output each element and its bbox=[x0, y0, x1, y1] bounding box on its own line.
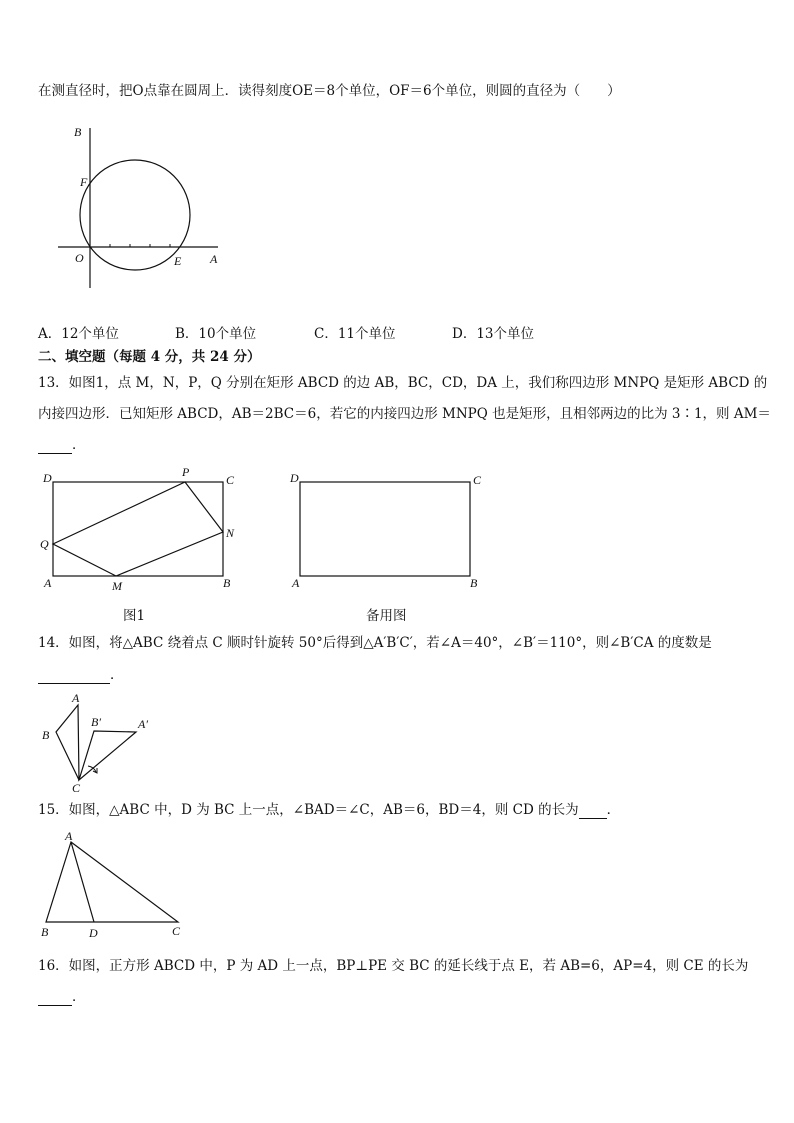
q15-answer-blank[interactable] bbox=[579, 804, 607, 819]
q14-answer-blank[interactable] bbox=[38, 669, 110, 684]
q15-stem: 15．如图，△ABC 中，D 为 BC 上一点，∠BAD＝∠C，AB＝6，BD＝4，则 CD 的长为 ． bbox=[38, 802, 621, 818]
q13-answer-blank[interactable] bbox=[38, 439, 72, 454]
q13-line3: ． bbox=[38, 436, 86, 454]
q14-label-B: B bbox=[42, 728, 50, 742]
q13-fig1-label-Q: Q bbox=[40, 537, 49, 551]
q14-label-A-prime: A′ bbox=[138, 717, 148, 731]
q14-label-A: A bbox=[72, 691, 80, 705]
q16-stem: 16．如图，正方形 ABCD 中，P 为 AD 上一点，BP⊥PE 交 BC 的延长线于点 E，若 AB=6，AP=4，则 CE 的长为 bbox=[38, 958, 749, 974]
q13-figure1 bbox=[36, 462, 246, 597]
q12-stem: 在测直径时，把O点靠在圆周上．读得刻度OE＝8个单位，OF＝6个单位，则圆的直径为（ ） bbox=[38, 83, 621, 99]
q13-line1: 13．如图1，点 M，N，P，Q 分别在矩形 ABCD 的边 AB，BC，CD，DA 上，我们称四边形 MNPQ 是矩形 ABCD 的 bbox=[38, 375, 768, 391]
q12-label-A: A bbox=[210, 252, 218, 266]
q12-label-E: E bbox=[174, 254, 182, 268]
q12-figure bbox=[50, 118, 240, 298]
q13-fig1-label-M: M bbox=[112, 579, 122, 593]
q13-caption-fig1: 图1 bbox=[123, 608, 146, 624]
q13-line2: 内接四边形．已知矩形 ABCD，AB＝2BC＝6，若它的内接四边形 MNPQ 也是矩形，且相邻两边的比为 3∶1，则 AM＝ bbox=[38, 406, 771, 422]
q12-option-a: A．12个单位 bbox=[38, 326, 119, 342]
q12-label-O: O bbox=[75, 251, 84, 265]
q14-stem: 14．如图，将△ABC 绕着点 C 顺时针旋转 50°后得到△A′B′C′，若∠A＝40°，∠B′＝110°，则∠B′CA 的度数是 bbox=[38, 635, 712, 651]
section-heading: 二、填空题（每题 4 分，共 24 分） bbox=[38, 349, 261, 365]
q13-fig1-label-B: B bbox=[223, 576, 231, 590]
q15-label-A: A bbox=[65, 829, 73, 843]
q13-figure2 bbox=[286, 462, 496, 597]
q14-label-C: C bbox=[72, 781, 81, 795]
q15-label-B: B bbox=[41, 925, 49, 939]
q14-triangle-ABC bbox=[56, 705, 79, 780]
q13-fig1-label-P: P bbox=[182, 465, 190, 479]
q12-label-F: F bbox=[80, 175, 88, 189]
q16-answer-blank[interactable] bbox=[38, 991, 72, 1006]
q12-option-d: D．13个单位 bbox=[452, 326, 535, 342]
q13-fig1-label-C: C bbox=[226, 473, 235, 487]
q13-fig2-label-C: C bbox=[473, 473, 482, 487]
q12-label-B: B bbox=[74, 125, 82, 139]
q14-line2: ． bbox=[38, 666, 124, 684]
q15-label-D: D bbox=[89, 926, 98, 940]
q13-fig2-label-A: A bbox=[292, 576, 300, 590]
q15-label-C: C bbox=[172, 924, 181, 938]
q12-option-b: B．10个单位 bbox=[175, 326, 257, 342]
q14-triangle-A2B2C bbox=[79, 731, 136, 780]
q13-fig1-label-A: A bbox=[44, 576, 52, 590]
q15-triangle-ABC bbox=[46, 842, 178, 922]
q13-fig1-label-D: D bbox=[43, 471, 52, 485]
q13-fig1-inner-quadrilateral bbox=[53, 482, 223, 576]
q13-fig1-label-N: N bbox=[226, 526, 235, 540]
q14-label-B-prime: B′ bbox=[91, 715, 101, 729]
q16-line2: ． bbox=[38, 988, 86, 1006]
q13-fig1-rectangle bbox=[53, 482, 223, 576]
q13-fig2-label-D: D bbox=[290, 471, 299, 485]
q15-figure bbox=[36, 828, 196, 944]
q13-fig2-label-B: B bbox=[470, 576, 478, 590]
q15-segment-AD bbox=[71, 842, 94, 922]
q13-caption-backup: 备用图 bbox=[366, 608, 407, 624]
q13-fig2-rectangle bbox=[300, 482, 470, 576]
q12-option-c: C．11个单位 bbox=[314, 326, 396, 342]
q14-figure bbox=[36, 688, 166, 796]
